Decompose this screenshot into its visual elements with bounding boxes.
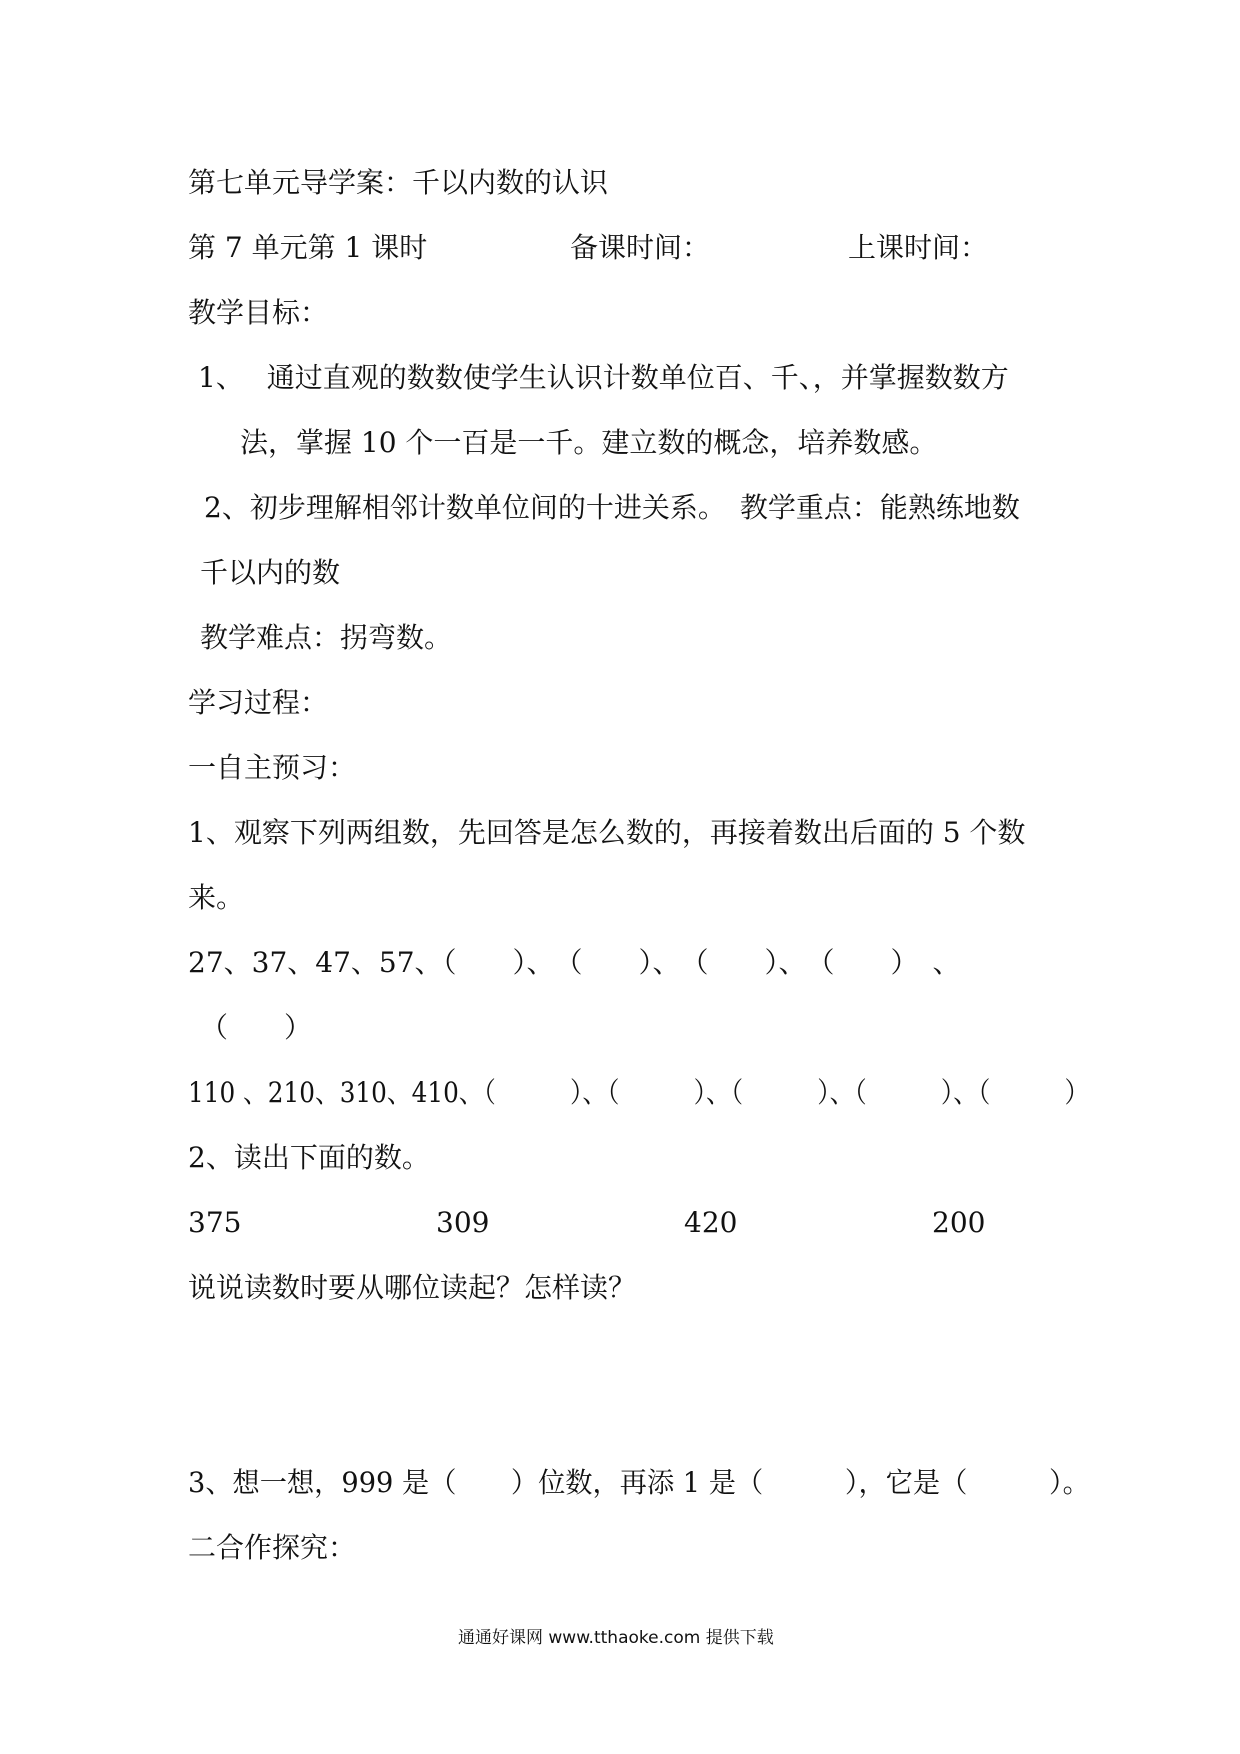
question-1-line-1: 1、观察下列两组数，先回答是怎么数的，再接着数出后面的 5 个数 [188, 816, 1026, 849]
objective-1-line-2: 法，掌握 10 个一百是一千。建立数的概念，培养数感。 [240, 426, 938, 459]
objective-2-line-2: 千以内的数 [200, 556, 341, 589]
number-item: 375 [188, 1206, 242, 1239]
sequence-1-line-1: 27、37、47、57、（ ）、 （ ）、 （ ）、 （ ） 、 [188, 946, 961, 979]
lesson-label: 第 7 单元第 1 课时 [188, 231, 428, 264]
footer-credit: 通通好课网 www.tthaoke.com 提供下载 [458, 1628, 774, 1648]
sequence-1-line-2: （ ） [200, 1011, 313, 1044]
question-2-follow-up: 说说读数时要从哪位读起？怎样读？ [188, 1271, 637, 1304]
objective-2-line-1: 2、初步理解相邻计数单位间的十进关系。 教学重点：能熟练地数 [204, 491, 1020, 524]
sequence-2: 110 、210、310、410、（ ）、（ ）、（ ）、（ ）、（ ） [188, 1076, 1090, 1109]
objective-1-line-1: 1、 通过直观的数数使学生认识计数单位百、千、，并掌握数数方 [198, 361, 1009, 394]
prep-time-label: 备课时间： [570, 231, 711, 264]
question-2: 2、读出下面的数。 [188, 1141, 430, 1174]
question-1-line-2: 来。 [188, 881, 245, 914]
process-heading: 学习过程： [188, 686, 329, 719]
question-3: 3、想一想，999 是（ ）位数，再添 1 是（ ），它是（ ）。 [188, 1466, 1090, 1499]
section-1-heading: 一自主预习： [188, 751, 357, 784]
number-item: 420 [684, 1206, 738, 1239]
teaching-difficulty: 教学难点：拐弯数。 [200, 621, 453, 654]
number-item: 309 [436, 1206, 490, 1239]
objectives-heading: 教学目标： [188, 296, 329, 329]
page-title: 第七单元导学案：千以内数的认识 [188, 166, 609, 199]
section-2-heading: 二合作探究： [188, 1531, 357, 1564]
number-item: 200 [932, 1206, 986, 1239]
class-time-label: 上课时间： [848, 231, 989, 264]
